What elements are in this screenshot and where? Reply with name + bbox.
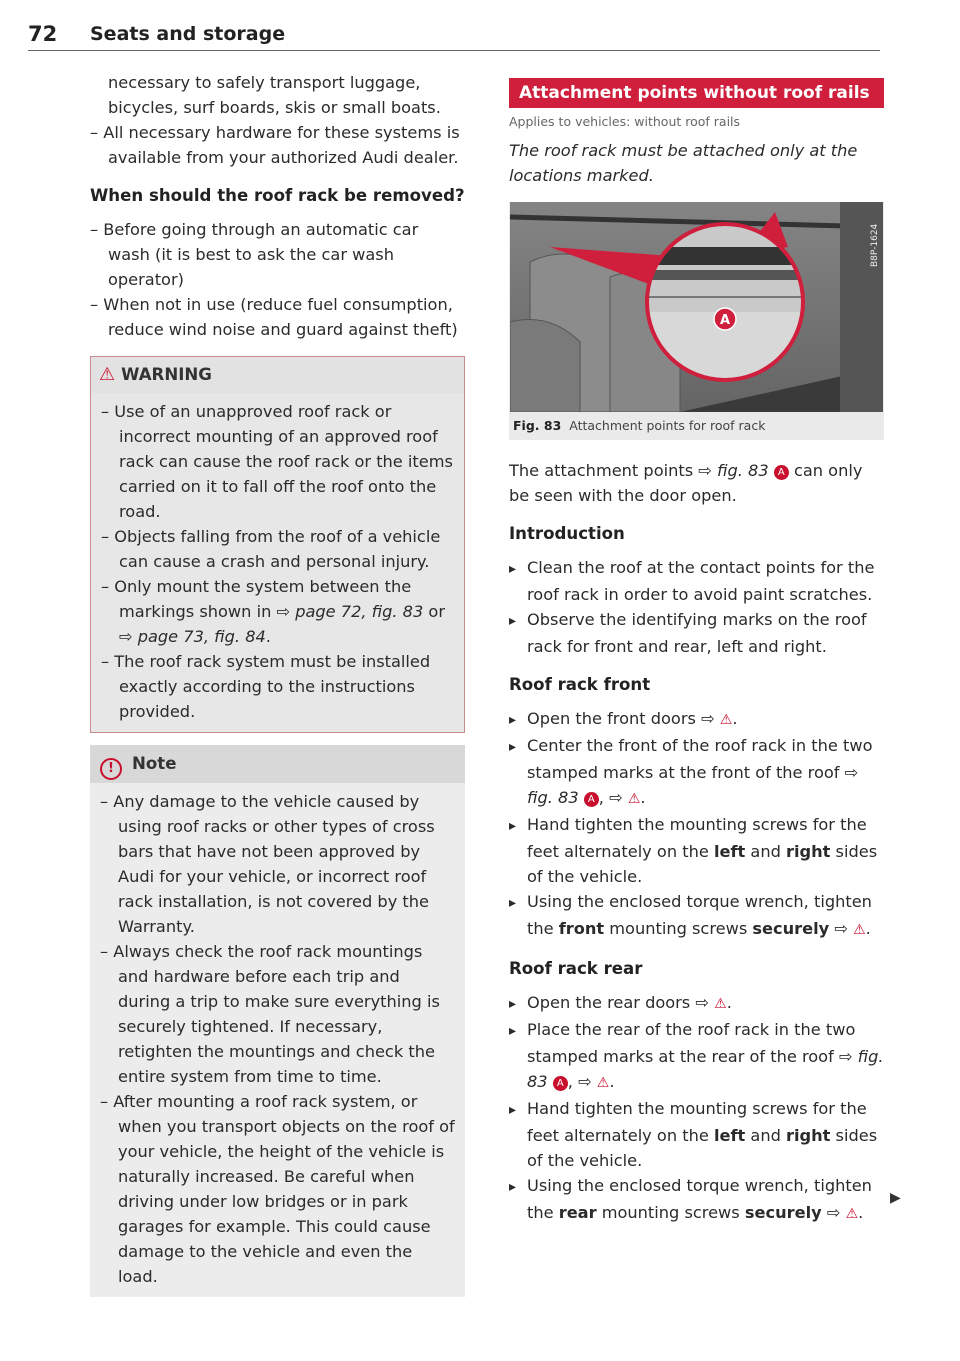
step-hand-tighten-rear: ▸ Hand tighten the mounting screws for the feet alternately on the left and right sides of the vehicle. <box>509 1096 884 1173</box>
continue-arrow-icon: ▶ <box>890 1190 901 1206</box>
list-item: – Any damage to the vehicle caused by using roof racks or other types of cross bars that have not been approved by Audi for your vehicle, or incorrect roof rack installation, is not covered by the Warranty. <box>100 792 435 936</box>
continued-line-2: bicycles, surf boards, skis or small boats. <box>108 98 441 117</box>
page-number: 72 <box>28 22 58 46</box>
step-center-front: ▸ Center the front of the roof rack in the two stamped marks at the front of the roof ⇨ fig. 83 A , ⇨ ⚠. <box>509 733 884 812</box>
step-torque-rear: ▸ Using the enclosed torque wrench, tighten the rear mounting screws securely ⇨ ⚠. <box>509 1173 884 1227</box>
warning-triangle-icon: ⚠ <box>845 1206 859 1222</box>
warning-triangle-icon: ⚠ <box>853 922 866 938</box>
list-item: – Use of an unapproved roof rack or incorrect mounting of an approved roof rack can cause the roof rack or the items carried on it to fall off the roof onto the road. <box>101 402 453 521</box>
page-header <box>28 22 880 51</box>
list-item: ▸ Clean the roof at the contact points for the roof rack in order to avoid paint scratches. <box>509 555 884 607</box>
roof-attachment-illustration <box>510 202 883 412</box>
heading-when-removed: When should the roof rack be removed? <box>90 186 465 205</box>
fig-83-link[interactable]: ⇨ fig. 83 <box>527 1047 884 1091</box>
list-item-not-in-use: – When not in use (reduce fuel consumption, reduce wind noise and guard against theft) <box>90 295 458 339</box>
warning-triangle-icon: ⚠ <box>627 791 641 807</box>
right-column <box>509 78 884 1227</box>
intro-italic: The roof rack must be attached only at the locations marked. <box>509 141 858 185</box>
page-72-link[interactable]: ⇨ page 72, fig. 83 <box>276 602 424 621</box>
list-item: – Always check the roof rack mountings and hardware before each trip and during a trip to make sure everything is securely tightened. If necessary, retighten the mountings and check the entire system from time to time. <box>100 942 440 1086</box>
warning-box <box>90 356 465 733</box>
figure-caption: Fig. 83 Attachment points for roof rack <box>513 418 766 433</box>
note-header <box>90 745 465 783</box>
step-hand-tighten-front: ▸ Hand tighten the mounting screws for the feet alternately on the left and right sides of the vehicle. <box>509 812 884 889</box>
page-73-link[interactable]: ⇨ page 73, fig. 84 <box>119 627 266 646</box>
heading-introduction: Introduction <box>509 524 625 543</box>
list-item: – The roof rack system must be installed exactly according to the instructions provided. <box>101 652 431 721</box>
fig-83-link[interactable]: ⇨ fig. 83 <box>527 763 859 807</box>
heading-roof-rack-front: Roof rack front <box>509 675 651 694</box>
fig-83-link[interactable]: ⇨ fig. 83 <box>698 461 769 480</box>
warning-triangle-icon: ⚠ <box>99 364 116 385</box>
warning-triangle-icon: ⚠ <box>714 996 727 1012</box>
note-box <box>90 745 465 1297</box>
step-open-rear-doors: ▸ Open the rear doors ⇨ ⚠. <box>509 990 884 1017</box>
list-item: – After mounting a roof rack system, or when you transport objects on the roof of your vehicle, the height of the vehicle is naturally increased. Be careful when driving under low bridges or in park garages for example. This could cause damage to the vehicle and even the load. <box>100 1092 455 1286</box>
warning-triangle-icon: ⚠ <box>719 712 733 728</box>
warning-body <box>91 393 464 732</box>
marker-a-icon: A <box>774 465 789 480</box>
list-item: – Objects falling from the roof of a vehicle can cause a crash and personal injury. <box>101 527 441 571</box>
marker-a-icon: A <box>553 1076 568 1091</box>
list-item-mount-markings: – Only mount the system between the markings shown in ⇨ page 72, fig. 83 or ⇨ page 73, fig. 84. <box>101 577 445 646</box>
continued-line-1: necessary to safely transport luggage, <box>108 73 421 92</box>
marker-a-icon: A <box>584 792 599 807</box>
info-circle-icon: ! <box>100 758 122 780</box>
step-place-rear: ▸ Place the rear of the roof rack in the two stamped marks at the rear of the roof ⇨ fig. 83 A , ⇨ ⚠. <box>509 1017 884 1096</box>
section-title: Seats and storage <box>90 23 286 45</box>
step-torque-front: ▸ Using the enclosed torque wrench, tighten the front mounting screws securely ⇨ ⚠. <box>509 889 884 943</box>
applies-to: Applies to vehicles: without roof rails <box>509 114 741 129</box>
figure-83 <box>509 202 884 440</box>
step-open-front-doors: ▸ Open the front doors ⇨ ⚠. <box>509 706 884 733</box>
list-item-hardware: – All necessary hardware for these systems is available from your authorized Audi dealer. <box>90 123 460 167</box>
warning-triangle-icon: ⚠ <box>596 1075 610 1091</box>
list-item: ▸ Observe the identifying marks on the roof rack for front and rear, left and right. <box>509 607 884 659</box>
warning-header <box>91 357 464 393</box>
note-body <box>90 783 465 1297</box>
section-title-bar: Attachment points without roof rails <box>509 78 884 108</box>
attachment-points-text: The attachment points ⇨ fig. 83 A can only be seen with the door open. <box>509 461 863 505</box>
heading-roof-rack-rear: Roof rack rear <box>509 959 643 978</box>
marker-a: A <box>719 313 731 328</box>
warning-title: WARNING <box>121 365 212 384</box>
note-title: Note <box>132 754 177 773</box>
figure-code: B8P-1624 <box>870 223 880 267</box>
list-item-car-wash: – Before going through an automatic car wash (it is best to ask the car wash operator) <box>90 220 419 289</box>
left-column <box>90 70 465 1297</box>
